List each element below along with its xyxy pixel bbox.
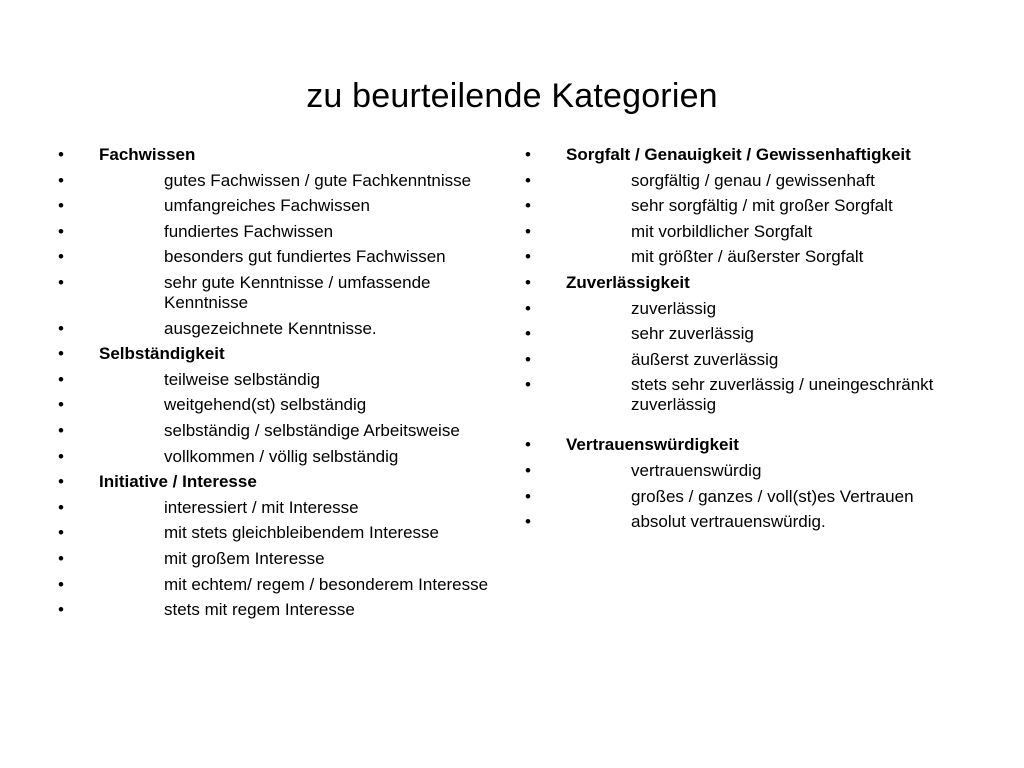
bullet-icon: • xyxy=(58,446,64,466)
bullet-subitem-text: besonders gut fundiertes Fachwissen xyxy=(164,247,446,267)
bullet-subitem xyxy=(525,247,985,267)
bullet-subitem-text: äußerst zuverlässig xyxy=(631,349,779,369)
bullet-subitem xyxy=(525,461,985,481)
bullet-icon: • xyxy=(58,472,64,492)
bullet-subitem-text: ausgezeichnete Kenntnisse. xyxy=(164,318,377,338)
bullet-subitem xyxy=(58,196,498,216)
bullet-subitem xyxy=(58,370,498,390)
bullet-subitem xyxy=(58,222,498,242)
bullet-subitem xyxy=(525,350,985,370)
bullet-icon: • xyxy=(58,574,64,594)
bullet-subitem xyxy=(58,421,498,441)
bullet-icon: • xyxy=(58,497,64,517)
bullet-heading-text: Vertrauenswürdigkeit xyxy=(566,435,739,455)
bullet-subitem xyxy=(58,319,498,339)
bullet-subitem xyxy=(58,600,498,620)
slide-title: zu beurteilende Kategorien xyxy=(306,77,718,115)
bullet-subitem-text: vollkommen / völlig selbständig xyxy=(164,446,399,466)
bullet-icon: • xyxy=(58,523,64,543)
bullet-icon: • xyxy=(525,298,531,318)
bullet-icon: • xyxy=(525,196,531,216)
bullet-subitem-text: großes / ganzes / voll(st)es Vertrauen xyxy=(631,486,914,506)
bullet-subitem xyxy=(58,498,498,518)
bullet-subitem-text: teilweise selbständig xyxy=(164,369,320,389)
bullet-subitem-text: fundiertes Fachwissen xyxy=(164,221,334,241)
bullet-subitem-text: mit größter / äußerster Sorgfalt xyxy=(631,247,864,267)
bullet-subitem-text: stets mit regem Interesse xyxy=(164,600,355,620)
bullet-subitem xyxy=(58,447,498,467)
bullet-subitem-text: mit großem Interesse xyxy=(164,548,325,568)
bullet-subitem-text: sehr zuverlässig xyxy=(631,324,754,344)
bullet-heading-text: Zuverlässigkeit xyxy=(566,272,690,292)
bullet-subitem xyxy=(525,196,985,216)
bullet-heading-text: Sorgfalt / Genauigkeit / Gewissenhaftigkeit xyxy=(566,145,911,164)
bullet-icon: • xyxy=(525,349,531,369)
bullet-subitem xyxy=(58,273,498,313)
bullet-subitem-text: sorgfältig / genau / gewissenhaft xyxy=(631,170,875,190)
bullet-subitem-text: mit vorbildlicher Sorgfalt xyxy=(631,221,813,241)
bullet-icon: • xyxy=(525,435,531,455)
bullet-subitem-text: umfangreiches Fachwissen xyxy=(164,196,370,216)
bullet-icon: • xyxy=(525,272,531,292)
bullet-subitem-text: absolut vertrauenswürdig. xyxy=(631,512,826,532)
bullet-heading xyxy=(525,145,985,165)
bullet-subitem xyxy=(58,549,498,569)
bullet-icon: • xyxy=(525,145,531,164)
bullet-icon: • xyxy=(58,420,64,440)
bullet-icon: • xyxy=(58,369,64,389)
bullet-icon: • xyxy=(58,145,64,164)
bullet-icon: • xyxy=(58,196,64,216)
bullet-icon: • xyxy=(525,170,531,190)
bullet-heading xyxy=(58,145,498,165)
bullet-subitem xyxy=(58,247,498,267)
bullet-heading xyxy=(58,344,498,364)
bullet-icon: • xyxy=(525,324,531,344)
bullet-subitem xyxy=(525,324,985,344)
bullet-icon: • xyxy=(525,460,531,480)
bullet-icon: • xyxy=(58,318,64,338)
bullet-subitem-text: sehr sorgfältig / mit großer Sorgfalt xyxy=(631,196,893,216)
bullet-subitem xyxy=(525,299,985,319)
bullet-subitem xyxy=(58,171,498,191)
bullet-icon: • xyxy=(58,170,64,190)
bullet-subitem-text: selbständig / selbständige Arbeitsweise xyxy=(164,420,460,440)
bullet-icon: • xyxy=(58,247,64,267)
bullet-icon: • xyxy=(58,600,64,620)
bullet-heading-text: Fachwissen xyxy=(99,145,196,164)
bullet-subitem xyxy=(525,171,985,191)
bullet-subitem xyxy=(525,512,985,532)
bullet-icon: • xyxy=(58,548,64,568)
bullet-icon: • xyxy=(58,272,64,292)
bullet-icon: • xyxy=(525,512,531,532)
bullet-heading-text: Initiative / Interesse xyxy=(99,472,257,492)
bullet-subitem-text: interessiert / mit Interesse xyxy=(164,497,359,517)
bullet-subitem xyxy=(525,375,985,415)
bullet-subitem xyxy=(58,575,498,595)
bullet-subitem-text: stets sehr zuverlässig / uneingeschränkt zuverlässig xyxy=(631,375,934,415)
left-bullet-list xyxy=(58,145,498,626)
bullet-icon: • xyxy=(525,247,531,267)
bullet-subitem-text: mit echtem/ regem / besonderem Interesse xyxy=(164,574,489,594)
bullet-subitem-text: vertrauenswürdig xyxy=(631,460,762,480)
bullet-subitem-text: mit stets gleichbleibendem Interesse xyxy=(164,523,439,543)
bullet-icon: • xyxy=(58,395,64,415)
bullet-subitem-text: gutes Fachwissen / gute Fachkenntnisse xyxy=(164,170,472,190)
bullet-subitem-text: zuverlässig xyxy=(631,298,717,318)
bullet-icon: • xyxy=(525,221,531,241)
bullet-subitem xyxy=(58,523,498,543)
right-bullet-list xyxy=(525,145,985,538)
bullet-icon: • xyxy=(525,375,531,395)
bullet-heading-text: Selbständigkeit xyxy=(99,344,225,364)
bullet-heading xyxy=(58,472,498,492)
bullet-subitem xyxy=(525,222,985,242)
bullet-icon: • xyxy=(58,221,64,241)
bullet-subitem-text: weitgehend(st) selbständig xyxy=(164,395,367,415)
bullet-subitem-text: sehr gute Kenntnisse / umfassende Kenntnisse xyxy=(164,272,431,312)
bullet-heading xyxy=(525,435,985,455)
bullet-icon: • xyxy=(525,486,531,506)
bullet-subitem xyxy=(525,487,985,507)
bullet-icon: • xyxy=(58,344,64,364)
bullet-subitem xyxy=(58,395,498,415)
bullet-heading xyxy=(525,273,985,293)
